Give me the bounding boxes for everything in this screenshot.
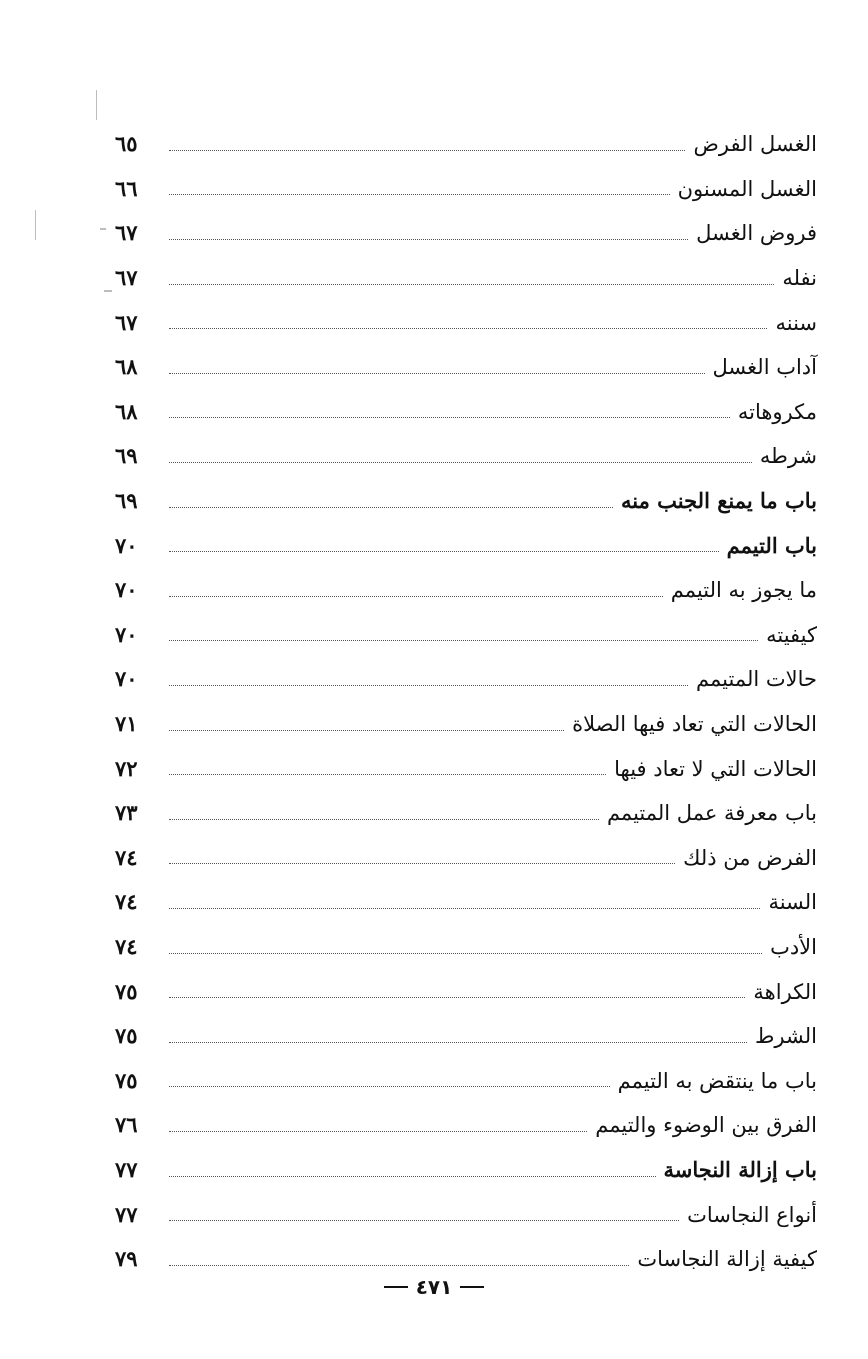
toc-entry (115, 122, 817, 167)
dot-leader (169, 194, 670, 195)
footer-dash-left (384, 1286, 408, 1288)
toc-entry (115, 167, 817, 212)
toc-entry (115, 969, 817, 1014)
toc-entry (115, 345, 817, 390)
dot-leader (169, 239, 688, 240)
dot-leader (169, 551, 719, 552)
toc-entry (115, 1148, 817, 1193)
toc-entry-title: باب ما يمنع الجنب منه (621, 488, 817, 514)
dot-leader (169, 150, 685, 151)
toc-entry (115, 434, 817, 479)
toc-entry-title: أنواع النجاسات (687, 1202, 817, 1227)
toc-entry-page: ٦٨ (115, 398, 138, 424)
dot-leader (169, 417, 730, 418)
toc-entry (115, 702, 817, 747)
toc-entry (115, 657, 817, 702)
toc-entry-title: شرطه (759, 444, 817, 469)
toc-entry (115, 568, 817, 613)
toc-entry-page: ٧٠ (115, 621, 138, 647)
footer-dash-right (460, 1286, 484, 1288)
toc-entry (115, 1059, 817, 1104)
toc-entry-title: الشرط (755, 1024, 817, 1049)
dot-leader (169, 596, 663, 597)
dot-leader (169, 1176, 656, 1177)
toc-entry-page: ٦٩ (115, 443, 138, 469)
toc-entry-page: ٦٧ (115, 220, 138, 246)
toc-entry-title: الكراهة (753, 979, 817, 1004)
dot-leader (169, 1131, 587, 1132)
toc-entry-page: ٧٢ (115, 755, 138, 781)
toc-entry (115, 1103, 817, 1148)
toc-entry-page: ٧٠ (115, 532, 138, 558)
toc-entry-page: ٧٩ (115, 1246, 138, 1272)
toc-entry (115, 925, 817, 970)
scan-mark (96, 90, 97, 120)
dot-leader (169, 1042, 747, 1043)
toc-entry-page: ٦٥ (115, 131, 138, 157)
toc-entry (115, 613, 817, 658)
dot-leader (169, 819, 599, 820)
toc-entry-title: فروض الغسل (696, 221, 817, 246)
dot-leader (169, 863, 675, 864)
toc-entry-page: ٧٤ (115, 844, 138, 870)
toc-entry-title: الغسل الفرض (693, 132, 817, 157)
toc-entry-page: ٧٠ (115, 666, 138, 692)
scan-mark (100, 228, 106, 230)
dot-leader (169, 328, 767, 329)
toc-entry-title: الفرض من ذلك (683, 845, 817, 870)
toc-entry-title: الحالات التي تعاد فيها الصلاة (572, 712, 817, 737)
dot-leader (169, 908, 760, 909)
toc-entry-page: ٧٤ (115, 889, 138, 915)
dot-leader (169, 1086, 610, 1087)
page-number: ٤٧١ (415, 1275, 453, 1299)
toc-entry-title: الفرق بين الوضوء والتيمم (595, 1113, 817, 1138)
toc-entry (115, 523, 817, 568)
dot-leader (169, 462, 752, 463)
dot-leader (169, 373, 705, 374)
toc-entry-title: الحالات التي لا تعاد فيها (614, 756, 817, 781)
dot-leader (169, 997, 745, 998)
dot-leader (169, 774, 606, 775)
toc-entry-title: كيفية إزالة النجاسات (637, 1247, 817, 1272)
toc-entry (115, 1014, 817, 1059)
dot-leader (169, 685, 688, 686)
toc-entry-page: ٧١ (115, 711, 138, 737)
toc-entry (115, 746, 817, 791)
toc-entry (115, 479, 817, 524)
page-footer (0, 1275, 868, 1299)
toc-entry-page: ٧٧ (115, 1201, 138, 1227)
toc-entry-page: ٦٧ (115, 265, 138, 291)
toc-entry (115, 390, 817, 435)
toc-entry-title: السنة (768, 890, 817, 915)
toc-entry-page: ٦٧ (115, 309, 138, 335)
toc-entry-title: باب ما ينتقض به التيمم (617, 1068, 817, 1093)
toc-entry-page: ٦٨ (115, 354, 138, 380)
toc-entry-page: ٧٥ (115, 978, 138, 1004)
dot-leader (169, 507, 613, 508)
dot-leader (169, 284, 774, 285)
toc-entry-page: ٧٠ (115, 577, 138, 603)
toc-entry-title: نفله (782, 266, 817, 291)
dot-leader (169, 1265, 629, 1266)
toc-entry (115, 880, 817, 925)
toc-entry (115, 791, 817, 836)
toc-entry-page: ٧٦ (115, 1112, 138, 1138)
toc-entry-title: الأدب (770, 935, 817, 960)
toc-entry-title: كيفيته (766, 622, 817, 647)
dot-leader (169, 640, 758, 641)
toc-entry-page: ٧٧ (115, 1157, 138, 1183)
toc-entry-title: مكروهاته (737, 399, 817, 424)
toc-entry-title: سننه (775, 310, 817, 335)
toc-entry-title: ما يجوز به التيمم (670, 578, 817, 603)
toc-entry (115, 1192, 817, 1237)
toc-entry-title: باب التيمم (726, 532, 817, 558)
toc-entry-title: حالات المتيمم (696, 667, 817, 692)
toc-entry-page: ٧٥ (115, 1023, 138, 1049)
toc-entry (115, 256, 817, 301)
toc-entry-title: الغسل المسنون (677, 176, 817, 201)
scan-mark (35, 210, 36, 240)
toc-entry-page: ٦٦ (115, 175, 138, 201)
toc-entry-title: آداب الغسل (712, 355, 817, 380)
dot-leader (169, 730, 564, 731)
dot-leader (169, 953, 762, 954)
toc-entry (115, 300, 817, 345)
dot-leader (169, 1220, 679, 1221)
toc-entry-page: ٦٩ (115, 488, 138, 514)
scan-mark (104, 290, 112, 292)
toc-entry-page: ٧٤ (115, 934, 138, 960)
toc-entry-page: ٧٥ (115, 1067, 138, 1093)
toc-entry (115, 836, 817, 881)
toc-entry-title: باب إزالة النجاسة (663, 1157, 817, 1183)
toc-entry-title: باب معرفة عمل المتيمم (606, 801, 817, 826)
toc-entry (115, 211, 817, 256)
toc-entry-page: ٧٣ (115, 800, 138, 826)
